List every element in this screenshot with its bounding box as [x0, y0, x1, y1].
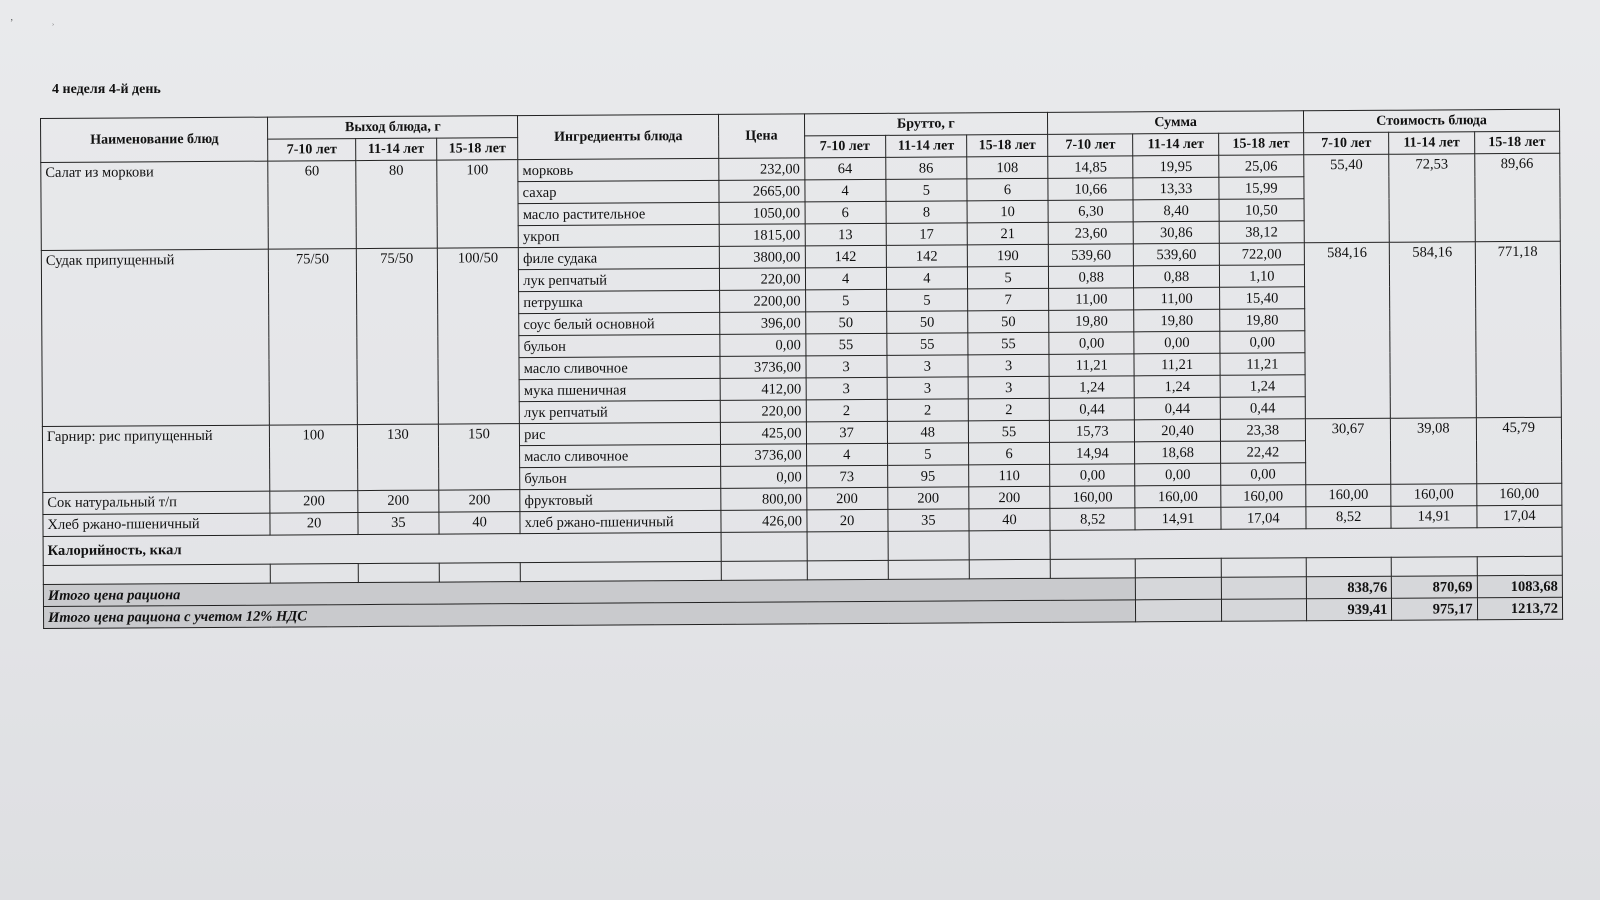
- ingredient-sum: 11,00: [1134, 287, 1219, 310]
- ingredient-sum: 14,91: [1135, 507, 1220, 530]
- ingredient-gross: 4: [805, 267, 886, 289]
- ingredient-price: 220,00: [720, 268, 805, 291]
- menu-body: [41, 153, 1562, 536]
- ingredient-gross: 50: [805, 311, 886, 333]
- ingredient-sum: 18,68: [1135, 441, 1220, 464]
- ingredient-sum: 1,24: [1220, 375, 1305, 398]
- dish-name: Гарнир: рис припущенный: [42, 425, 270, 492]
- ingredient-sum: 0,44: [1049, 398, 1134, 421]
- ingredient-sum: 160,00: [1220, 485, 1305, 508]
- dish-output: 200: [439, 490, 520, 512]
- dish-cost: 45,79: [1476, 417, 1562, 484]
- empty-cell: [807, 560, 888, 579]
- ingredient-sum: 38,12: [1219, 221, 1304, 244]
- paper-marks: ʼ ˒: [10, 18, 55, 29]
- total-value-11-14: 870,69: [1392, 576, 1477, 599]
- dish-output: 200: [270, 491, 357, 514]
- ingredient-name: морковь: [518, 158, 719, 181]
- header-output-age-11-14: 11-14 лет: [355, 138, 436, 160]
- ingredient-name: рис: [520, 422, 721, 445]
- ingredient-sum: 0,44: [1135, 397, 1220, 420]
- dish-cost: 160,00: [1306, 484, 1391, 507]
- header-gross-age-7-10: 7-10 лет: [804, 135, 885, 157]
- dish-output: 100/50: [437, 248, 519, 424]
- ingredient-name: хлеб ржано-пшеничный: [520, 510, 721, 533]
- ingredient-sum: 0,00: [1135, 463, 1220, 486]
- empty-cell: [1391, 557, 1476, 577]
- total-vat-value-15-18: 1213,72: [1477, 597, 1563, 620]
- dish-output: 35: [358, 512, 439, 534]
- ingredient-name: укроп: [518, 224, 719, 247]
- empty-cell: [439, 563, 520, 582]
- ingredient-gross: 8: [886, 201, 967, 223]
- ingredient-sum: 8,40: [1133, 199, 1218, 222]
- ingredient-price: 1815,00: [719, 224, 804, 247]
- header-sum: Сумма: [1048, 111, 1304, 135]
- ingredient-gross: 5: [886, 179, 967, 201]
- page-title: 4 неделя 4-й день: [52, 82, 161, 97]
- ingredient-sum: 11,00: [1049, 288, 1134, 311]
- empty-cell: [520, 561, 721, 581]
- ingredient-gross: 6: [967, 178, 1048, 200]
- ingredient-sum: 25,06: [1218, 155, 1303, 178]
- total-value-7-10: 838,76: [1306, 576, 1391, 599]
- ingredient-gross: 142: [805, 245, 886, 267]
- calories-cell: [969, 530, 1050, 559]
- header-cost-age-11-14: 11-14 лет: [1389, 132, 1474, 155]
- ingredient-gross: 110: [969, 464, 1050, 486]
- dish-cost: 17,04: [1476, 505, 1562, 528]
- ingredient-name: масло сливочное: [520, 444, 721, 467]
- ingredient-gross: 95: [887, 465, 968, 487]
- header-output-age-15-18: 15-18 лет: [437, 138, 518, 160]
- ingredient-price: 2665,00: [719, 180, 804, 203]
- ingredient-gross: 55: [887, 333, 968, 355]
- ingredient-gross: 4: [804, 179, 885, 201]
- dish-cost: 160,00: [1476, 483, 1562, 506]
- ingredient-sum: 0,44: [1220, 397, 1305, 420]
- ingredient-price: 3800,00: [720, 246, 805, 269]
- ingredient-name: бульон: [519, 334, 720, 357]
- total-blank-cell: [1221, 577, 1306, 600]
- dish-output: 75/50: [356, 248, 438, 424]
- dish-cost: 72,53: [1389, 154, 1475, 243]
- header-cost-age-15-18: 15-18 лет: [1474, 131, 1560, 154]
- ingredient-gross: 3: [887, 355, 968, 377]
- dish-output: 60: [268, 161, 356, 250]
- ingredient-sum: 0,00: [1049, 332, 1134, 355]
- ingredient-sum: 10,50: [1219, 199, 1304, 222]
- total-value-15-18: 1083,68: [1477, 575, 1563, 598]
- ingredient-gross: 2: [968, 398, 1049, 420]
- dish-name: Сок натуральный т/п: [43, 491, 271, 514]
- ingredient-price: 425,00: [721, 422, 806, 445]
- ingredient-sum: 0,00: [1220, 331, 1305, 354]
- ingredient-sum: 30,86: [1134, 221, 1219, 244]
- ingredient-name: фруктовый: [520, 488, 721, 511]
- ingredient-sum: 15,40: [1219, 287, 1304, 310]
- dish-cost: 30,67: [1305, 418, 1391, 485]
- ingredient-gross: 6: [805, 201, 886, 223]
- header-gross-age-15-18: 15-18 лет: [967, 134, 1048, 156]
- ingredient-gross: 50: [886, 311, 967, 333]
- ingredient-gross: 200: [969, 486, 1050, 508]
- empty-cell: [888, 560, 969, 579]
- calories-cell: [807, 531, 888, 560]
- ingredient-gross: 4: [886, 267, 967, 289]
- menu-table: [40, 109, 1563, 629]
- ingredient-name: сахар: [518, 180, 719, 203]
- ingredient-sum: 539,60: [1048, 244, 1133, 267]
- ingredient-gross: 55: [805, 333, 886, 355]
- ingredient-price: 220,00: [720, 400, 805, 423]
- ingredient-gross: 55: [968, 420, 1049, 442]
- ingredient-gross: 5: [886, 289, 967, 311]
- ingredient-price: 1050,00: [719, 202, 804, 225]
- total-label: Итого цена рациона: [43, 578, 1136, 607]
- ingredient-gross: 5: [805, 289, 886, 311]
- empty-cell: [721, 561, 806, 581]
- total-blank-cell: [1136, 599, 1221, 622]
- ingredient-gross: 200: [887, 487, 968, 509]
- ingredient-name: масло растительное: [518, 202, 719, 225]
- ingredient-gross: 10: [967, 200, 1048, 222]
- ingredient-sum: 23,60: [1048, 222, 1133, 245]
- header-output-age-7-10: 7-10 лет: [268, 139, 355, 162]
- ingredient-gross: 3: [805, 355, 886, 377]
- dish-name: Судак припущенный: [41, 249, 270, 426]
- dish-cost: 39,08: [1391, 418, 1477, 485]
- calories-cell: [721, 532, 806, 562]
- ingredient-sum: 722,00: [1219, 243, 1304, 266]
- ingredient-price: 396,00: [720, 312, 805, 335]
- ingredient-sum: 539,60: [1134, 243, 1219, 266]
- ingredient-gross: 35: [888, 509, 969, 531]
- ingredient-gross: 86: [885, 157, 966, 179]
- header-cost-age-7-10: 7-10 лет: [1304, 132, 1389, 155]
- ingredient-price: 426,00: [721, 510, 806, 533]
- header-ingredients: Ингредиенты блюда: [518, 114, 719, 159]
- ingredient-price: 3736,00: [720, 356, 805, 379]
- header-sum-age-11-14: 11-14 лет: [1133, 133, 1218, 156]
- ingredient-gross: 4: [806, 443, 887, 465]
- ingredient-sum: 11,21: [1220, 353, 1305, 376]
- header-cost: Стоимость блюда: [1303, 109, 1559, 133]
- dish-name: Салат из моркови: [41, 161, 269, 250]
- dish-cost: 584,16: [1390, 242, 1476, 419]
- dish-output: 200: [358, 490, 439, 512]
- dish-output: 20: [270, 513, 357, 536]
- dish-name: Хлеб ржано-пшеничный: [43, 513, 271, 536]
- total-vat-label: Итого цена рациона с учетом 12% НДС: [43, 600, 1136, 629]
- ingredient-sum: 19,95: [1133, 155, 1218, 178]
- ingredient-sum: 11,21: [1134, 353, 1219, 376]
- ingredient-sum: 14,94: [1050, 442, 1135, 465]
- ingredient-sum: 8,52: [1050, 508, 1135, 531]
- ingredient-name: мука пшеничная: [519, 378, 720, 401]
- ingredient-gross: 55: [968, 332, 1049, 354]
- ingredient-gross: 64: [804, 157, 885, 179]
- menu-footer: [43, 527, 1563, 628]
- ingredient-sum: 6,30: [1048, 200, 1133, 223]
- empty-cell: [43, 564, 271, 584]
- header-gross: Брутто, г: [804, 112, 1048, 135]
- ingredient-sum: 0,88: [1134, 265, 1219, 288]
- ingredient-price: 2200,00: [720, 290, 805, 313]
- header-output: Выход блюда, г: [268, 116, 518, 140]
- ingredient-sum: 15,99: [1219, 177, 1304, 200]
- empty-cell: [1477, 556, 1563, 576]
- ingredient-gross: 3: [968, 354, 1049, 376]
- ingredient-name: соус белый основной: [519, 312, 720, 335]
- dish-cost: 55,40: [1304, 154, 1390, 243]
- ingredient-sum: 10,66: [1048, 178, 1133, 201]
- total-blank-cell: [1136, 577, 1221, 600]
- dish-output: 40: [439, 512, 520, 534]
- ingredient-sum: 1,10: [1219, 265, 1304, 288]
- ingredient-gross: 2: [806, 399, 887, 421]
- dish-cost: 14,91: [1391, 506, 1476, 529]
- ingredient-gross: 37: [806, 421, 887, 443]
- ingredient-name: бульон: [520, 466, 721, 489]
- ingredient-name: петрушка: [519, 290, 720, 313]
- empty-cell: [1136, 558, 1221, 578]
- empty-cell: [1221, 558, 1306, 578]
- ingredient-gross: 200: [806, 487, 887, 509]
- calories-cell: [888, 531, 969, 560]
- header-gross-age-11-14: 11-14 лет: [885, 135, 966, 157]
- total-blank-cell: [1221, 599, 1306, 622]
- dish-output: 75/50: [269, 249, 357, 426]
- ingredient-sum: 15,73: [1050, 420, 1135, 443]
- dish-output: 150: [438, 424, 520, 490]
- ingredient-gross: 50: [968, 310, 1049, 332]
- ingredient-gross: 6: [968, 442, 1049, 464]
- ingredient-price: 0,00: [721, 466, 806, 489]
- ingredient-gross: 20: [806, 509, 887, 531]
- header-dish: Наименование блюд: [41, 117, 269, 162]
- total-vat-value-11-14: 975,17: [1392, 598, 1477, 621]
- ingredient-gross: 5: [967, 266, 1048, 288]
- dish-output: 80: [356, 160, 438, 248]
- ingredient-gross: 73: [806, 465, 887, 487]
- ingredient-sum: 0,88: [1049, 266, 1134, 289]
- ingredient-sum: 11,21: [1049, 354, 1134, 377]
- ingredient-sum: 19,80: [1134, 309, 1219, 332]
- ingredient-sum: 0,00: [1134, 331, 1219, 354]
- empty-cell: [1050, 559, 1135, 579]
- ingredient-gross: 13: [805, 223, 886, 245]
- ingredient-sum: 19,80: [1219, 309, 1304, 332]
- ingredient-name: филе судака: [518, 246, 719, 269]
- ingredient-sum: 160,00: [1050, 486, 1135, 509]
- ingredient-gross: 142: [886, 245, 967, 267]
- ingredient-price: 3736,00: [721, 444, 806, 467]
- ingredient-price: 412,00: [720, 378, 805, 401]
- ingredient-name: масло сливочное: [519, 356, 720, 379]
- ingredient-gross: 2: [887, 399, 968, 421]
- calories-cell: [1050, 527, 1562, 559]
- ingredient-sum: 1,24: [1049, 376, 1134, 399]
- ingredient-sum: 14,85: [1048, 156, 1133, 179]
- calories-label: Калорийность, ккал: [43, 532, 721, 565]
- ingredient-gross: 17: [886, 223, 967, 245]
- ingredient-sum: 19,80: [1049, 310, 1134, 333]
- dish-cost: 584,16: [1304, 242, 1390, 419]
- header-price: Цена: [719, 114, 805, 159]
- ingredient-sum: 0,00: [1220, 463, 1305, 486]
- ingredient-price: 0,00: [720, 334, 805, 357]
- header-sum-age-15-18: 15-18 лет: [1218, 133, 1303, 156]
- dish-cost: 160,00: [1391, 484, 1476, 507]
- ingredient-gross: 48: [887, 421, 968, 443]
- ingredient-sum: 17,04: [1221, 507, 1306, 530]
- ingredient-sum: 22,42: [1220, 441, 1305, 464]
- ingredient-gross: 190: [967, 244, 1048, 266]
- dish-output: 100: [437, 160, 519, 248]
- ingredient-gross: 21: [967, 222, 1048, 244]
- empty-cell: [358, 563, 439, 582]
- dish-cost: 89,66: [1474, 153, 1560, 242]
- ingredient-sum: 0,00: [1050, 464, 1135, 487]
- ingredient-sum: 13,33: [1133, 177, 1218, 200]
- ingredient-gross: 40: [969, 508, 1050, 530]
- ingredient-price: 232,00: [719, 158, 804, 181]
- ingredient-price: 800,00: [721, 488, 806, 511]
- header-sum-age-7-10: 7-10 лет: [1048, 134, 1133, 157]
- empty-cell: [271, 564, 358, 584]
- ingredient-name: лук репчатый: [519, 268, 720, 291]
- empty-cell: [1306, 557, 1391, 577]
- ingredient-sum: 23,38: [1220, 419, 1305, 442]
- ingredient-name: лук репчатый: [519, 400, 720, 423]
- ingredient-gross: 3: [887, 377, 968, 399]
- dish-output: 130: [357, 424, 439, 490]
- ingredient-sum: 20,40: [1135, 419, 1220, 442]
- ingredient-gross: 5: [887, 443, 968, 465]
- total-vat-value-7-10: 939,41: [1306, 598, 1391, 621]
- ingredient-gross: 3: [968, 376, 1049, 398]
- ingredient-gross: 3: [806, 377, 887, 399]
- ingredient-gross: 7: [967, 288, 1048, 310]
- dish-cost: 771,18: [1475, 241, 1562, 418]
- ingredient-sum: 1,24: [1135, 375, 1220, 398]
- menu-sheet: [40, 109, 1563, 629]
- dish-cost: 8,52: [1306, 506, 1391, 529]
- dish-output: 100: [270, 425, 358, 492]
- empty-cell: [969, 559, 1050, 578]
- ingredient-sum: 160,00: [1135, 485, 1220, 508]
- ingredient-gross: 108: [967, 156, 1048, 178]
